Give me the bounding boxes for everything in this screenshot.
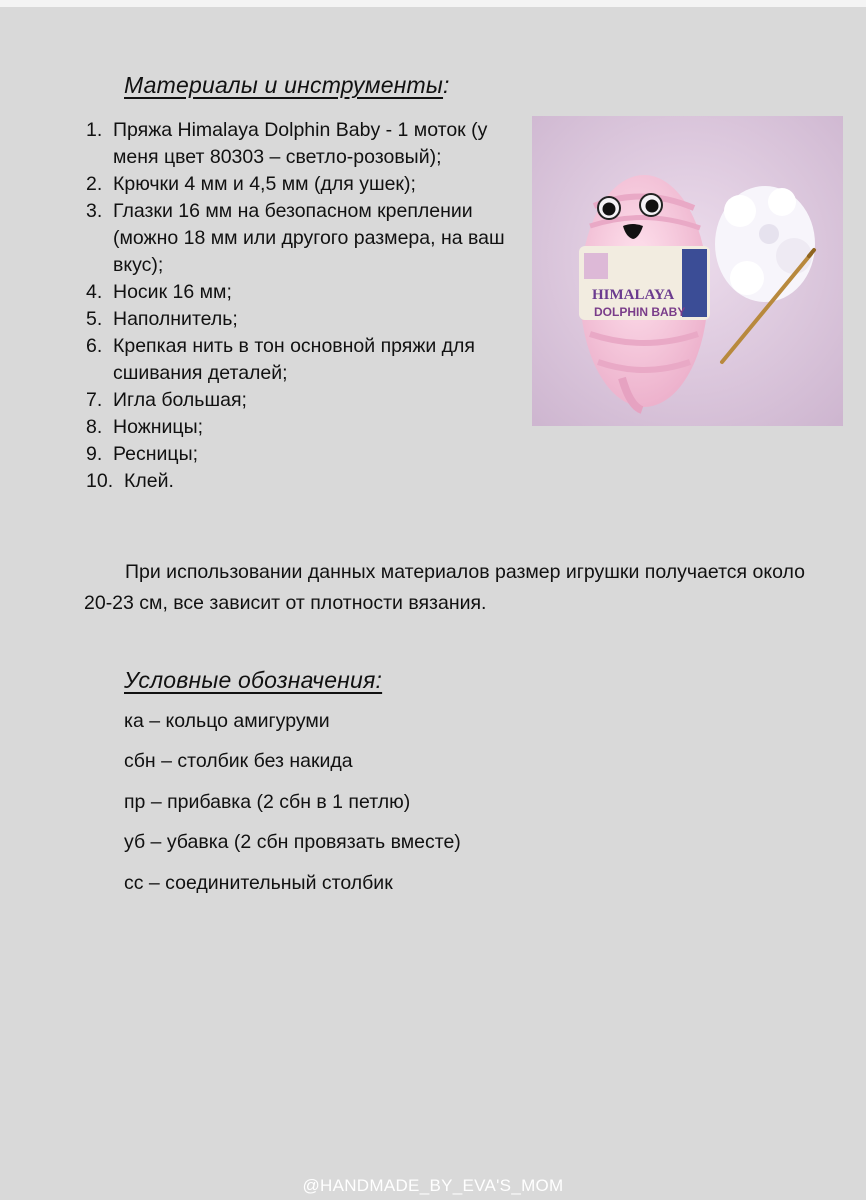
size-note: При использовании данных материалов размер игрушки получается около 20-23 см, все зависит от плотности вязания. — [84, 561, 805, 614]
legend-item: уб – убавка (2 сбн провязать вместе) — [124, 831, 461, 854]
list-item: 9. Ресницы; — [86, 443, 199, 465]
legend-item: ка – кольцо амигуруми — [124, 710, 330, 732]
legend-list — [124, 710, 461, 912]
list-item: 2. Крючки 4 мм и 4,5 мм (для ушек); — [86, 173, 416, 195]
list-item: 8. Ножницы; — [86, 416, 204, 438]
footer-watermark: @HANDMADE_BY_EVA'S_MOM — [302, 1176, 564, 1195]
list-item: 3. Глазки 16 мм на безопасном креплении (можно 18 мм или другого размера, на ваш вкус); — [86, 200, 505, 276]
legend-item: сс – соединительный столбик — [124, 871, 393, 894]
label-product: DOLPHIN BABY — [594, 305, 686, 319]
list-item: 6. Крепкая нить в тон основной пряжи для сшивания деталей; — [86, 335, 475, 384]
legend-item: пр – прибавка (2 сбн в 1 петлю) — [124, 790, 411, 813]
list-item: 10. Клей. — [86, 470, 174, 492]
legend-item: сбн – столбик без накида — [124, 750, 353, 773]
list-item: 4. Носик 16 мм; — [86, 281, 232, 303]
label-brand: HIMALAYA — [592, 287, 675, 303]
stuffing-image — [715, 186, 815, 302]
materials-heading: Материалы и инструменты: — [124, 72, 450, 98]
list-item: 1. Пряжа Himalaya Dolphin Baby - 1 моток (у меня цвет 80303 – светло-розовый); — [86, 119, 488, 168]
materials-heading-text: Материалы и инструменты — [124, 72, 444, 98]
list-item: 5. Наполнитель; — [86, 308, 238, 330]
top-edge — [0, 0, 866, 7]
list-item: 7. Игла большая; — [86, 389, 247, 411]
legend-heading — [124, 667, 382, 694]
legend-heading-text: Условные обозначения: — [124, 667, 383, 693]
materials-list — [86, 117, 526, 495]
yarn-photo — [532, 116, 843, 426]
